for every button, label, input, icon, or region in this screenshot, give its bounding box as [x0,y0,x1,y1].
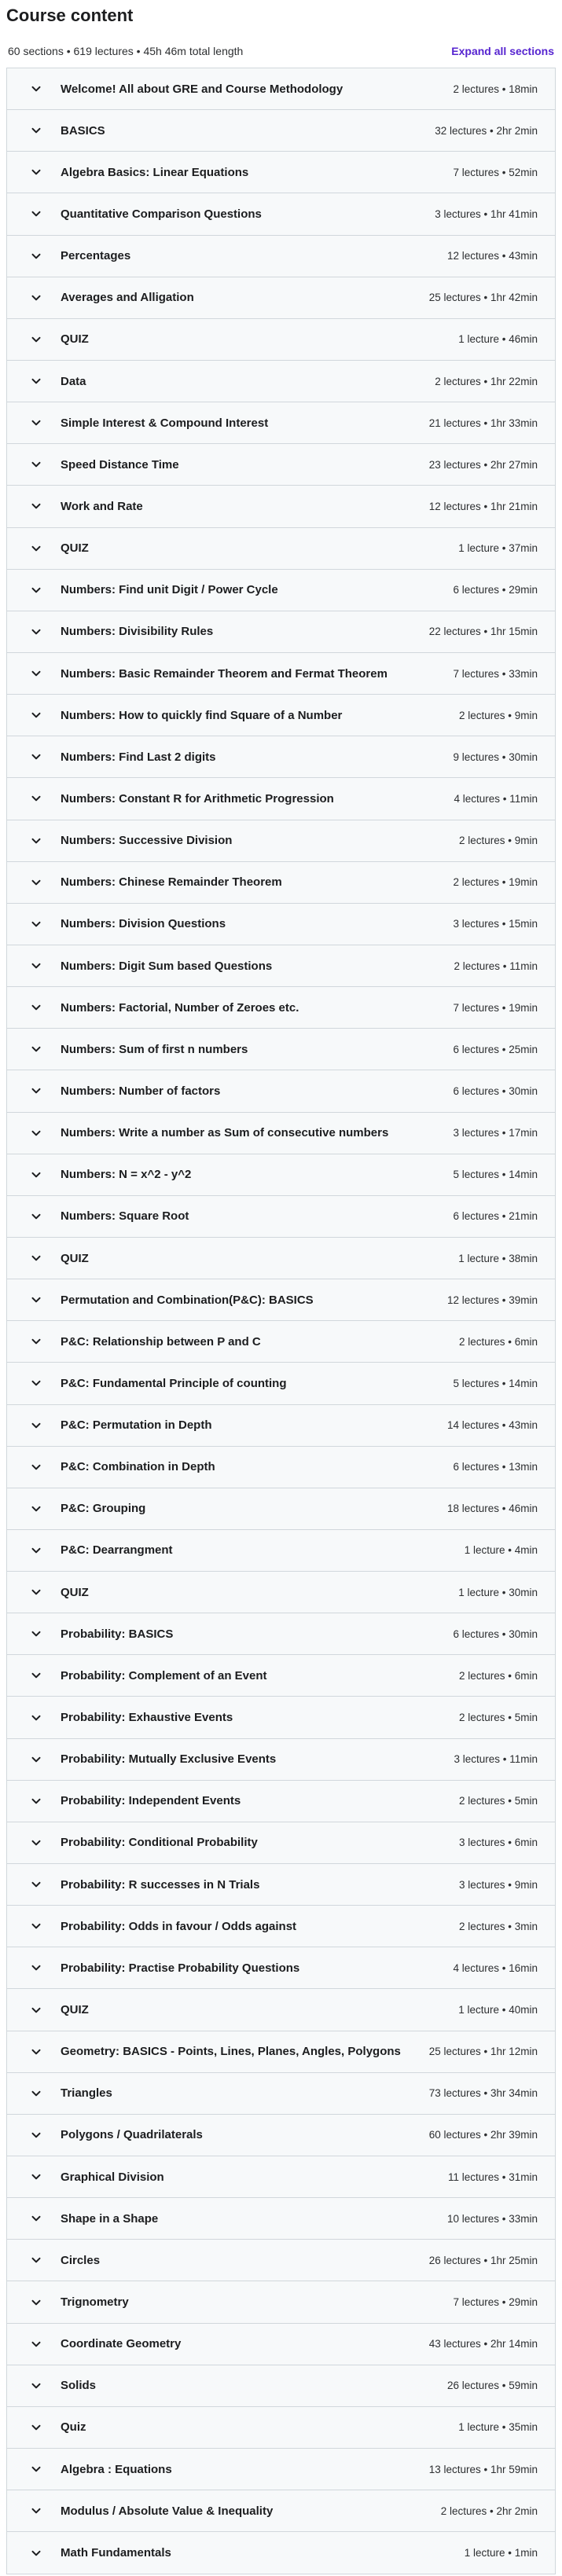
section-header[interactable] [7,1906,555,1947]
section-lecture-info: 4 lectures • 11min [454,792,538,805]
section-title: Numbers: Digit Sum based Questions [61,959,273,973]
section-title: Numbers: Division Questions [61,917,226,931]
section-lecture-info: 6 lectures • 29min [453,584,538,596]
chevron-down-icon [29,1752,43,1767]
section-lecture-info: 2 lectures • 18min [453,83,538,95]
section-title: Coordinate Geometry [61,2337,182,2351]
section-lecture-info: 6 lectures • 30min [453,1627,538,1640]
chevron-down-icon [29,2295,43,2310]
section-lecture-info: 1 lecture • 46min [458,333,538,346]
chevron-down-icon [29,2546,43,2560]
chevron-down-icon [29,2420,43,2435]
chevron-down-icon [29,1627,43,1641]
chevron-down-icon [29,2003,43,2017]
section-header[interactable] [7,1781,555,1822]
section-lecture-info: 1 lecture • 1min [464,2547,538,2559]
section-title: Numbers: Chinese Remainder Theorem [61,875,282,890]
chevron-down-icon [29,1919,43,1933]
chevron-down-icon [29,249,43,263]
chevron-down-icon [29,1836,43,1850]
section-title: QUIZ [61,332,89,347]
section-lecture-info: 7 lectures • 52min [453,166,538,178]
section-header[interactable] [7,2365,555,2407]
section-title: Circles [61,2253,101,2267]
section-title: Algebra Basics: Linear Equations [61,165,249,179]
section-title: QUIZ [61,1585,89,1599]
section-title: Numbers: Find Last 2 digits [61,750,216,764]
chevron-down-icon [29,332,43,347]
section-header[interactable] [7,1154,555,1196]
section-title: Numbers: Constant R for Arithmetic Progression [61,791,334,805]
section-title: QUIZ [61,541,89,556]
chevron-down-icon [29,1418,43,1433]
section-lecture-info: 12 lectures • 43min [446,250,538,262]
section-header[interactable] [7,1864,555,1906]
section-lecture-info: 7 lectures • 29min [453,2296,538,2309]
section-title: Numbers: Find unit Digit / Power Cycle [61,583,278,597]
section-header[interactable] [7,1405,555,1447]
chevron-down-icon [29,1293,43,1307]
section-lecture-info: 25 lectures • 1hr 12min [428,2046,538,2058]
section-title: Data [61,374,86,388]
section-lecture-info: 2 lectures • 5min [458,1712,538,1724]
chevron-down-icon [29,1961,43,1975]
section-title: Probability: Practise Probability Questions [61,1961,300,1975]
chevron-down-icon [29,583,43,597]
chevron-down-icon [29,2462,43,2476]
page-title: Course content [6,6,134,25]
section-lecture-info: 3 lectures • 11min [454,1753,538,1766]
section-header[interactable] [7,695,555,736]
chevron-down-icon [29,1668,43,1682]
section-header[interactable] [7,528,555,570]
section-lecture-info: 3 lectures • 9min [458,1878,538,1891]
section-title: Numbers: Basic Remainder Theorem and Fermat Theorem [61,666,388,681]
chevron-down-icon [29,708,43,722]
section-title: Probability: Independent Events [61,1794,241,1808]
course-summary-row [6,35,556,68]
section-lecture-info: 6 lectures • 21min [453,1210,538,1223]
section-header[interactable] [7,402,555,444]
chevron-down-icon [29,457,43,472]
chevron-down-icon [29,541,43,556]
chevron-down-icon [29,2337,43,2351]
section-title: Permutation and Combination(P&C): BASICS [61,1293,314,1307]
section-title: BASICS [61,123,105,138]
chevron-down-icon [29,499,43,513]
section-lecture-info: 1 lecture • 35min [458,2421,538,2434]
chevron-down-icon [29,1502,43,1516]
section-header[interactable] [7,2324,555,2365]
section-lecture-info: 3 lectures • 17min [453,1127,538,1139]
section-title: Numbers: Sum of first n numbers [61,1042,248,1056]
section-title: Simple Interest & Compound Interest [61,416,269,430]
section-title: Probability: R successes in N Trials [61,1877,260,1892]
section-header[interactable] [7,2449,555,2490]
sections-list [6,68,556,2574]
section-header[interactable] [7,862,555,904]
section-header[interactable] [7,1113,555,1154]
section-title: P&C: Permutation in Depth [61,1418,212,1433]
section-header[interactable] [7,1655,555,1697]
section-title: Triangles [61,2086,112,2101]
section-header[interactable] [7,1279,555,1321]
chevron-down-icon [29,1334,43,1349]
section-lecture-info: 14 lectures • 43min [446,1419,538,1432]
section-title: Algebra : Equations [61,2462,172,2476]
section-header[interactable] [7,193,555,235]
section-title: Numbers: Number of factors [61,1084,221,1098]
section-title: Trignometry [61,2295,129,2310]
section-title: Numbers: Square Root [61,1209,189,1224]
chevron-down-icon [29,1543,43,1558]
chevron-down-icon [29,82,43,96]
section-title: Graphical Division [61,2170,164,2184]
section-title: Probability: Odds in favour / Odds against [61,1919,297,1933]
section-header[interactable] [7,2490,555,2532]
section-lecture-info: 1 lecture • 38min [458,1252,538,1264]
chevron-down-icon [29,1251,43,1265]
section-header[interactable] [7,1447,555,1488]
chevron-down-icon [29,1794,43,1808]
chevron-down-icon [29,2045,43,2059]
section-header[interactable] [7,904,555,945]
section-title: Solids [61,2379,97,2393]
section-header[interactable] [7,1070,555,1112]
section-header[interactable] [7,2073,555,2115]
section-lecture-info: 12 lectures • 1hr 21min [428,500,538,512]
section-title: Probability: Mutually Exclusive Events [61,1752,277,1767]
section-lecture-info: 2 lectures • 3min [458,1920,538,1932]
section-title: P&C: Fundamental Principle of counting [61,1376,287,1390]
section-title: Probability: Conditional Probability [61,1836,258,1850]
section-header[interactable] [7,2240,555,2281]
chevron-down-icon [29,165,43,179]
chevron-down-icon [29,2170,43,2184]
section-lecture-info: 2 lectures • 1hr 22min [435,375,538,387]
chevron-down-icon [29,625,43,639]
section-header[interactable] [7,2031,555,2073]
section-header[interactable] [7,2115,555,2156]
chevron-down-icon [29,291,43,305]
section-header[interactable] [7,1989,555,2031]
section-title: QUIZ [61,1251,89,1265]
chevron-down-icon [29,416,43,430]
section-title: Probability: Complement of an Event [61,1668,267,1682]
section-lecture-info: 60 lectures • 2hr 39min [428,2129,538,2141]
section-header[interactable] [7,1488,555,1530]
chevron-down-icon [29,1376,43,1390]
section-title: Polygons / Quadrilaterals [61,2128,203,2142]
section-header[interactable] [7,1739,555,1781]
section-lecture-info: 26 lectures • 59min [446,2380,538,2392]
chevron-down-icon [29,2504,43,2518]
section-header[interactable] [7,110,555,152]
section-header[interactable] [7,1572,555,1613]
section-lecture-info: 6 lectures • 25min [453,1043,538,1055]
section-header[interactable] [7,236,555,277]
chevron-down-icon [29,1000,43,1015]
section-lecture-info: 7 lectures • 19min [453,1001,538,1014]
expand-all-sections-button[interactable]: Expand all sections [451,45,554,57]
section-header[interactable] [7,486,555,527]
section-header[interactable] [7,277,555,319]
chevron-down-icon [29,1042,43,1056]
section-title: QUIZ [61,2003,89,2017]
section-lecture-info: 1 lecture • 37min [458,542,538,555]
chevron-down-icon [29,1585,43,1599]
section-lecture-info: 10 lectures • 33min [446,2212,538,2225]
section-lecture-info: 21 lectures • 1hr 33min [428,416,538,429]
section-header[interactable] [7,319,555,361]
chevron-down-icon [29,791,43,805]
chevron-down-icon [29,834,43,848]
section-header[interactable] [7,987,555,1029]
section-header[interactable] [7,2407,555,2449]
section-title: Quantitative Comparison Questions [61,207,262,221]
chevron-down-icon [29,1877,43,1892]
section-header[interactable] [7,736,555,778]
section-lecture-info: 2 lectures • 9min [458,709,538,721]
section-lecture-info: 6 lectures • 30min [453,1084,538,1097]
section-lecture-info: 6 lectures • 13min [453,1461,538,1473]
section-title: Numbers: Write a number as Sum of consecutive numbers [61,1126,389,1140]
chevron-down-icon [29,666,43,681]
section-lecture-info: 25 lectures • 1hr 42min [428,292,538,304]
chevron-down-icon [29,2086,43,2101]
section-header[interactable] [7,1238,555,1279]
section-title: Numbers: Factorial, Number of Zeroes etc. [61,1000,299,1015]
section-header[interactable] [7,1697,555,1738]
section-header[interactable] [7,1947,555,1989]
section-header[interactable] [7,444,555,486]
section-header[interactable] [7,1196,555,1238]
chevron-down-icon [29,875,43,890]
chevron-down-icon [29,959,43,973]
section-lecture-info: 7 lectures • 33min [453,667,538,680]
section-lecture-info: 23 lectures • 2hr 27min [428,458,538,471]
chevron-down-icon [29,2211,43,2226]
section-lecture-info: 2 lectures • 9min [458,835,538,847]
section-title: Speed Distance Time [61,457,179,472]
section-lecture-info: 13 lectures • 1hr 59min [428,2463,538,2475]
section-lecture-info: 12 lectures • 39min [446,1294,538,1306]
section-title: P&C: Relationship between P and C [61,1334,261,1349]
section-lecture-info: 3 lectures • 6min [458,1837,538,1849]
section-header[interactable] [7,820,555,862]
section-header[interactable] [7,570,555,611]
section-lecture-info: 43 lectures • 2hr 14min [428,2338,538,2350]
section-title: Numbers: N = x^2 - y^2 [61,1168,192,1182]
section-lecture-info: 18 lectures • 46min [446,1503,538,1515]
section-title: P&C: Combination in Depth [61,1460,215,1474]
chevron-down-icon [29,750,43,764]
chevron-down-icon [29,2128,43,2142]
section-lecture-info: 1 lecture • 4min [464,1544,538,1557]
section-lecture-info: 2 lectures • 2hr 2min [440,2504,538,2517]
chevron-down-icon [29,374,43,388]
section-lecture-info: 11 lectures • 31min [447,2171,538,2183]
section-title: Quiz [61,2420,86,2435]
section-lecture-info: 1 lecture • 30min [458,1586,538,1598]
section-title: P&C: Dearrangment [61,1543,173,1558]
chevron-down-icon [29,1084,43,1098]
course-summary: 60 sections • 619 lectures • 45h 46m total length [8,45,244,57]
section-header[interactable] [7,2532,555,2574]
section-header[interactable] [7,152,555,193]
section-lecture-info: 2 lectures • 6min [458,1669,538,1682]
section-header[interactable] [7,2156,555,2198]
chevron-down-icon [29,123,43,138]
section-header[interactable] [7,778,555,820]
section-lecture-info: 9 lectures • 30min [453,750,538,763]
section-title: Probability: Exhaustive Events [61,1711,233,1725]
section-title: Percentages [61,249,131,263]
section-header[interactable] [7,1363,555,1404]
section-lecture-info: 2 lectures • 19min [453,876,538,889]
chevron-down-icon [29,2253,43,2267]
section-header[interactable] [7,2198,555,2240]
section-header[interactable] [7,611,555,653]
section-title: Shape in a Shape [61,2211,159,2226]
section-lecture-info: 2 lectures • 11min [454,960,538,972]
section-lecture-info: 2 lectures • 5min [458,1795,538,1807]
section-title: Probability: BASICS [61,1627,174,1641]
section-lecture-info: 5 lectures • 14min [453,1377,538,1389]
section-lecture-info: 32 lectures • 2hr 2min [435,124,538,137]
chevron-down-icon [29,1168,43,1182]
chevron-down-icon [29,1209,43,1224]
section-lecture-info: 3 lectures • 1hr 41min [435,207,538,220]
section-lecture-info: 73 lectures • 3hr 34min [428,2087,538,2100]
section-title: Numbers: How to quickly find Square of a Number [61,708,343,722]
section-title: Numbers: Divisibility Rules [61,625,214,639]
chevron-down-icon [29,917,43,931]
section-header[interactable] [7,2281,555,2323]
section-header[interactable] [7,1029,555,1070]
section-lecture-info: 26 lectures • 1hr 25min [428,2254,538,2266]
chevron-down-icon [29,1711,43,1725]
section-title: Averages and Alligation [61,291,194,305]
section-lecture-info: 22 lectures • 1hr 15min [428,626,538,638]
section-header[interactable] [7,1613,555,1655]
section-title: Modulus / Absolute Value & Inequality [61,2504,274,2518]
section-title: Math Fundamentals [61,2546,171,2560]
section-title: Work and Rate [61,499,143,513]
section-header[interactable] [7,945,555,987]
section-lecture-info: 2 lectures • 6min [458,1335,538,1348]
section-lecture-info: 5 lectures • 14min [453,1169,538,1181]
section-header[interactable] [7,68,555,110]
chevron-down-icon [29,1126,43,1140]
section-lecture-info: 3 lectures • 15min [453,918,538,930]
section-title: Numbers: Successive Division [61,834,233,848]
section-title: Welcome! All about GRE and Course Methodology [61,82,343,96]
section-header[interactable] [7,1822,555,1864]
section-header[interactable] [7,653,555,695]
chevron-down-icon [29,207,43,221]
section-header[interactable] [7,361,555,402]
section-title: P&C: Grouping [61,1502,146,1516]
section-lecture-info: 1 lecture • 40min [458,2004,538,2016]
section-header[interactable] [7,1321,555,1363]
section-lecture-info: 4 lectures • 16min [453,1961,538,1974]
section-title: Geometry: BASICS - Points, Lines, Planes, Angles, Polygons [61,2045,401,2059]
section-header[interactable] [7,1530,555,1572]
chevron-down-icon [29,1460,43,1474]
chevron-down-icon [29,2379,43,2393]
